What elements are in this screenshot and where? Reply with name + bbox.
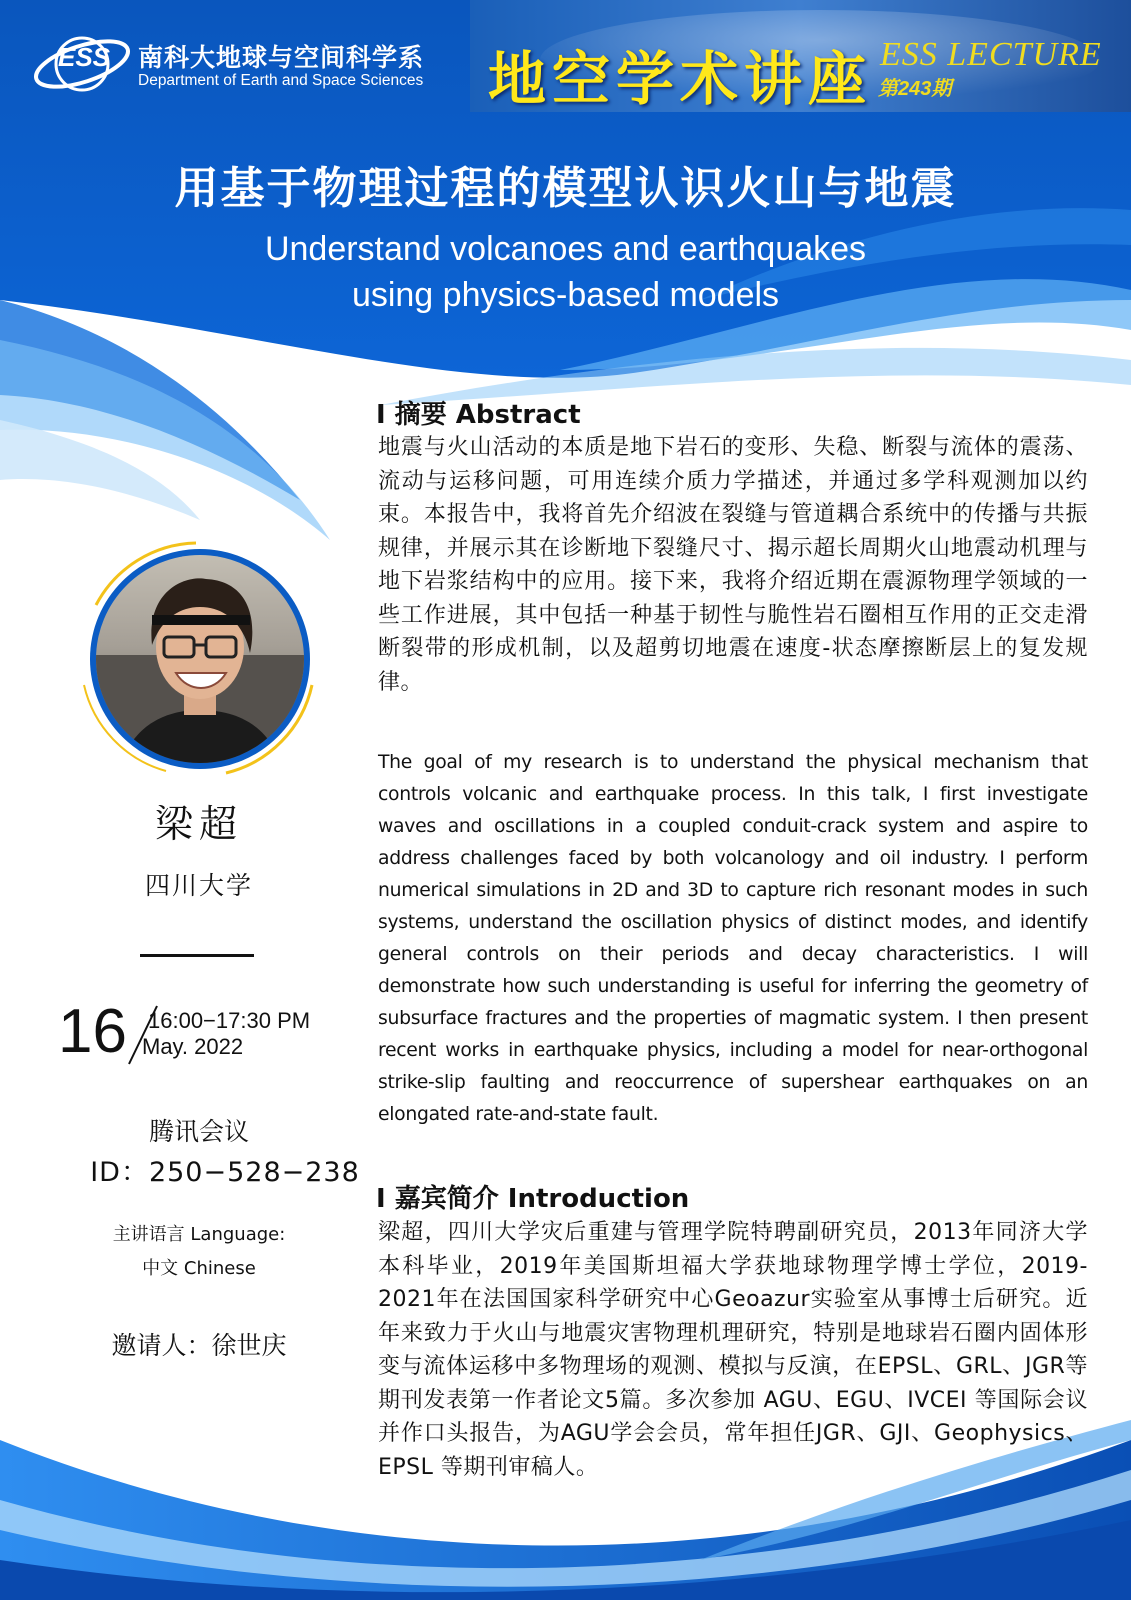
divider: [140, 954, 254, 957]
speaker-affiliation: 四川大学: [144, 871, 253, 900]
talk-title-en-line2: using physics-based models: [351, 276, 780, 314]
introduction-text-cn: 梁超，四川大学灾后重建与管理学院特聘副研究员，2013年同济大学本科毕业，2019年美国斯坦福大学获地球物理学博士学位，2019-2021年在法国国家科学研究中心Geoazur实验室从事博士后研究。近年来致力于火山与地震灾害物理机理研究，特别是地球岩石圈内固体形变与流体运移中多物理场的观测、模拟与反演，在EPSL、GRL、JGR等期刊发表第一作者论文5篇。多次参加 AGU、EGU、IVCEI 等国际会议并作口头报告，为AGU学会会员，常年担任JGR、GJI、Geophysics、EPSL 等期刊审稿人。: [378, 1220, 1088, 1480]
talk-title-cn: 用基于物理过程的模型认识火山与地震: [174, 163, 957, 214]
language-label: 主讲语言 Language:: [112, 1224, 286, 1245]
department-name-cn: 南科大地球与空间科学系: [138, 43, 425, 72]
language-value: 中文 Chinese: [142, 1258, 256, 1279]
abstract-text-cn: 地震与火山活动的本质是地下岩石的变形、失稳、断裂与流体的震荡、流动与运移问题，可用连续介质力学描述，并通过多学科观测加以约束。本报告中，我将首先介绍波在裂缝与管道耦合系统中的传播与共振规律，并展示其在诊断地下裂缝尺寸、揭示超长周期火山地震动机理与地下岩浆结构中的应用。接下来，我将介绍近期在震源物理学领域的一些工作进展，其中包括一种基于韧性与脆性岩石圈相互作用的正交走滑断裂带的形成机制，以及超剪切地震在速度-状态摩擦断层上的复发规律。: [378, 435, 1088, 695]
event-time: 16:00−17:30 PM: [148, 1008, 311, 1033]
event-month-year: May. 2022: [142, 1034, 244, 1059]
inviter: 邀请人：徐世庆: [111, 1331, 287, 1360]
lecture-series-title: 地空学术讲座: [488, 45, 873, 113]
abstract-text-en: The goal of my research is to understand the physical mechanism that controls volcanic and earthquake process. In this talk, I first investigate waves and oscillations in a coupled conduit-crack system and aspire to address challenges faced by both volcanology and oil industry. I perform numerical simulations in 2D and 3D to capture rich resonant modes in such systems, understand the oscillation physics of distinct modes, and identify general controls on their periods and decay characteristics. I will demonstrate how such understanding is useful for inferring the geometry of subsurface fractures and the properties of magmatic system. I then present recent works in earthquake physics, including a model for near-orthogonal strike-slip faulting and reoccurrence of supershear earthquakes on an elongated rate-and-state fault.: [378, 752, 1088, 1125]
abstract-heading: I 摘要 Abstract: [376, 400, 581, 430]
lecture-issue-number: 第243期: [878, 78, 952, 100]
introduction-heading: I 嘉宾简介 Introduction: [376, 1184, 690, 1214]
lecture-series-title-en: ESS LECTURE: [880, 36, 1102, 73]
meeting-platform: 腾讯会议: [148, 1117, 249, 1146]
meeting-id: ID：250−528−238: [90, 1157, 360, 1188]
talk-title-en-line1: Understand volcanoes and earthquakes: [264, 230, 867, 268]
department-name-en: Department of Earth and Space Sciences: [138, 72, 424, 89]
logo-lettering: ESS: [58, 42, 111, 72]
speaker-name: 梁超: [154, 802, 243, 846]
talk-title-en: [0, 226, 1131, 318]
speaker-photo: [76, 535, 324, 783]
event-day: 16: [58, 997, 127, 1066]
